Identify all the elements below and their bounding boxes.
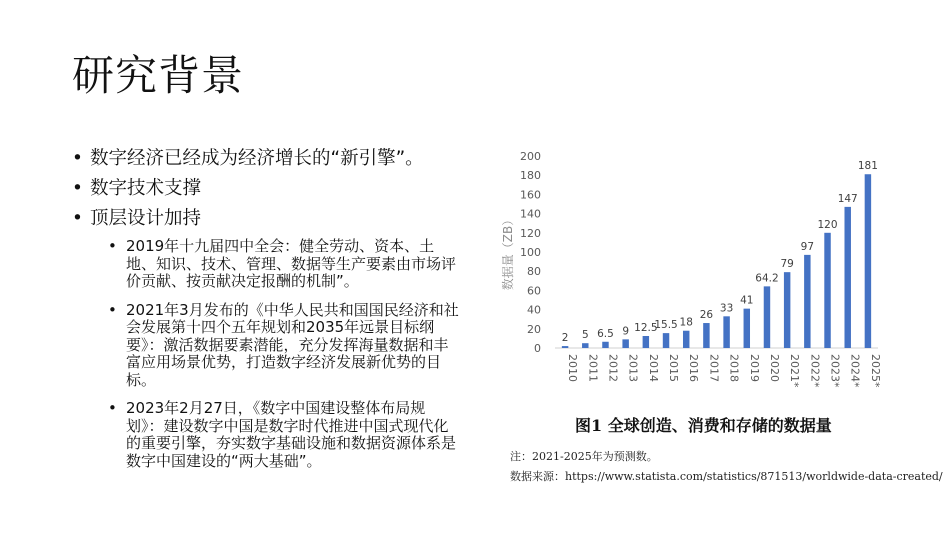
bar-data-label: 97: [800, 240, 815, 253]
bar-data-label: 147: [837, 192, 858, 205]
bar-data-label: 64.2: [755, 272, 779, 285]
x-tick-label: 2010: [566, 354, 580, 382]
bar-data-label: 33: [719, 302, 734, 315]
x-tick-label: 2014: [646, 354, 660, 382]
bar: [824, 233, 830, 348]
y-tick-label: 160: [520, 188, 541, 202]
bullet-item: • 数字经济已经成为经济增长的“新引擎”。: [72, 144, 462, 174]
x-tick-label: 2016: [687, 354, 701, 382]
bar: [764, 286, 770, 348]
bar: [683, 331, 689, 348]
sub-bullet-item: • 2019年十九届四中全会：健全劳动、资本、土地、知识、技术、管理、数据等生产要素由市场评价贡献、按贡献决定报酬的机制”。: [108, 238, 462, 291]
bar: [622, 339, 628, 348]
bar-data-label: 12.5: [634, 322, 658, 334]
bar-data-label: 15.5: [654, 319, 678, 332]
bar: [602, 342, 608, 348]
bullet-list: [72, 144, 462, 481]
y-tick-label: 40: [527, 303, 541, 317]
bar-data-label: 26: [699, 309, 714, 322]
sub-bullet-list: [108, 238, 462, 470]
x-tick-label: 2018: [727, 354, 741, 382]
x-tick-label: 2022*: [808, 354, 822, 388]
y-tick-label: 180: [520, 169, 541, 183]
bar: [844, 207, 850, 348]
y-tick-label: 200: [520, 150, 541, 163]
y-axis-title: 数据量（ZB）: [501, 213, 515, 291]
data-volume-bar-chart: [495, 140, 905, 400]
y-tick-label: 60: [527, 284, 541, 298]
x-tick-label: 2021*: [788, 354, 802, 388]
x-tick-label: 2019: [747, 354, 761, 382]
bar: [865, 174, 871, 348]
bar-data-label: 79: [780, 258, 794, 271]
bullet-item-label: 顶层设计加持: [90, 208, 202, 229]
bar: [703, 323, 709, 348]
y-tick-label: 0: [534, 342, 541, 355]
bar: [643, 336, 649, 348]
bar: [582, 343, 588, 348]
y-tick-label: 100: [520, 246, 541, 259]
x-tick-label: 2024*: [848, 354, 862, 388]
bar-data-label: 2: [561, 332, 569, 345]
sub-bullet-item: • 2023年2月27日，《数字中国建设整体布局规划》：建设数字中国是数字时代推进中国式现代化的重要引擎，夯实数字基础设施和数据资源体系是数字中国建设的“两大基础”。: [108, 400, 462, 470]
y-tick-label: 140: [520, 207, 541, 221]
bar-data-label: 9: [622, 325, 629, 338]
bar: [723, 316, 729, 348]
x-tick-label: 2025*: [868, 354, 882, 388]
x-tick-label: 2020: [767, 354, 781, 382]
bar-data-label: 41: [740, 294, 754, 307]
x-tick-label: 2012: [606, 354, 620, 382]
bar-data-label: 18: [679, 316, 693, 329]
x-tick-label: 2017: [707, 354, 721, 382]
bullet-item: • 数字技术支撑: [72, 174, 462, 204]
bar: [744, 309, 750, 348]
y-tick-label: 20: [527, 322, 541, 336]
bar: [784, 272, 790, 348]
bar-data-label: 5: [581, 329, 589, 342]
bar-data-label: 120: [817, 218, 838, 231]
bullet-item: [72, 204, 462, 470]
x-tick-label: 2013: [626, 354, 640, 382]
bar-data-label: 6.5: [597, 327, 614, 340]
x-tick-label: 2023*: [828, 354, 842, 388]
y-tick-label: 120: [520, 226, 541, 240]
bar: [804, 255, 810, 348]
x-tick-label: 2015: [667, 354, 681, 382]
bar-data-label: 181: [857, 160, 878, 173]
x-tick-label: 2011: [586, 354, 600, 382]
forecast-note: 注：2021-2025年为预测数。: [510, 450, 658, 463]
figure-caption: 图1 全球创造、消费和存储的数据量: [575, 416, 832, 435]
data-source-note: 数据来源：https://www.statista.com/statistics/871513/worldwide-data-created/: [510, 470, 943, 483]
y-tick-label: 80: [527, 265, 541, 279]
bar: [562, 346, 568, 348]
slide-title: 研究背景: [72, 51, 245, 100]
sub-bullet-item: • 2021年3月发布的《中华人民共和国国民经济和社会发展第十四个五年规划和2035年远景目标纲要》：激活数据要素潜能，充分发挥海量数据和丰富应用场景优势，打造数字经济发展新优势的目标。: [108, 302, 462, 390]
bar: [663, 333, 669, 348]
